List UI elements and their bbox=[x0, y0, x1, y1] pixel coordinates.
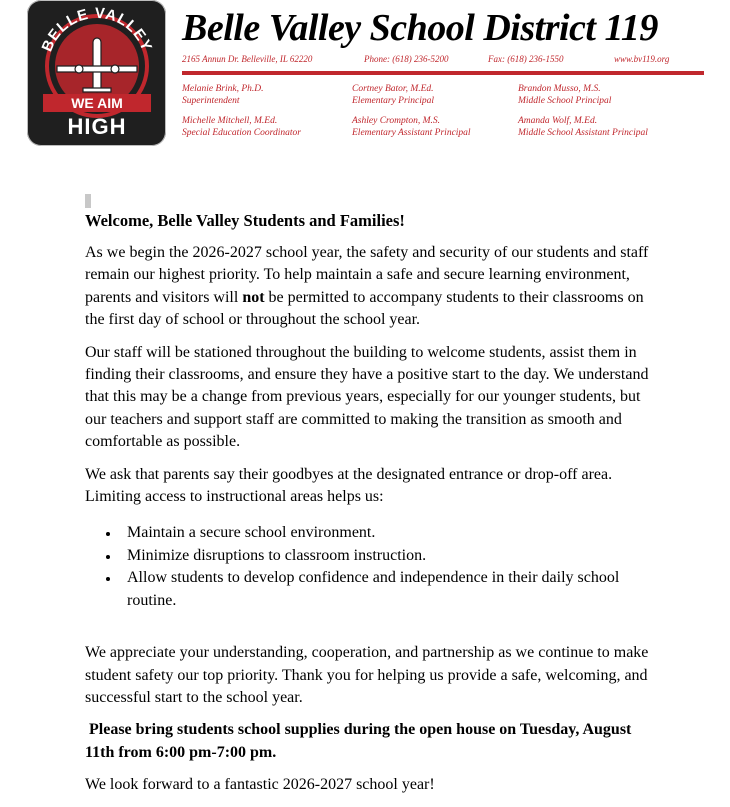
staff-entry bbox=[518, 84, 698, 107]
staff-name: Michelle Mitchell, M.Ed. bbox=[182, 116, 278, 126]
logo-bottom-text: HIGH bbox=[67, 114, 127, 139]
header-divider bbox=[182, 71, 704, 75]
letter-paragraph: Our staff will be stationed throughout the building to welcome students, assist them in finding their classrooms, and ensure they have a positive start to the day. We understand that this may be a change from previous years, especially for our younger students, but our teachers and support staff are committed to making the transition as smooth and comfortable as possible. bbox=[85, 343, 649, 451]
letter-heading: Welcome, Belle Valley Students and Families! bbox=[85, 211, 405, 230]
open-house-notice: Please bring students school supplies during the open house on Tuesday, August 11th from 6:00 pm-7:00 pm. bbox=[85, 721, 636, 761]
paragraph-text: As we begin the 2026-2027 school year, the safety and security of our students and staff remain our highest priority. To help maintain a safe and secure learning environment, parents and visitors will bbox=[85, 244, 649, 306]
staff-name: Brandon Musso, M.S. bbox=[518, 84, 601, 94]
list-item: Minimize disruptions to classroom instruction. bbox=[127, 545, 655, 567]
staff-entry bbox=[352, 84, 532, 107]
staff-name: Ashley Crompton, M.S. bbox=[352, 116, 441, 126]
paragraph-text: be permitted to accompany students to their classrooms on the first day of school or throughout the school year. bbox=[85, 288, 644, 329]
staff-title: Special Education Coordinator bbox=[182, 127, 301, 138]
emphasis-text: not bbox=[242, 288, 265, 306]
district-address: 2165 Annun Dr. Belleville, IL 62220 bbox=[182, 54, 313, 64]
staff-title: Superintendent bbox=[182, 95, 240, 106]
logo-top-text: BELLE VALLEY bbox=[38, 4, 156, 55]
district-fax: Fax: (618) 236-1550 bbox=[488, 54, 564, 64]
staff-entry bbox=[352, 116, 532, 139]
staff-entry bbox=[518, 116, 698, 139]
closing-line: We look forward to a fantastic 2026-2027 school year! bbox=[85, 776, 435, 794]
district-website[interactable]: www.bv119.org bbox=[614, 54, 670, 64]
district-name: Belle Valley School District 119 bbox=[182, 7, 658, 49]
staff-name: Melanie Brink, Ph.D. bbox=[182, 84, 264, 94]
list-item: Allow students to develop confidence and independence in their daily school routine. bbox=[127, 567, 655, 612]
staff-title: Elementary Assistant Principal bbox=[352, 127, 471, 138]
district-phone: Phone: (618) 236-5200 bbox=[364, 54, 449, 64]
staff-title: Elementary Principal bbox=[352, 95, 435, 106]
letter-paragraph: We ask that parents say their goodbyes at the designated entrance or drop-off area. Limiting access to instructional areas helps us: bbox=[85, 465, 613, 506]
letter-body bbox=[85, 210, 655, 807]
staff-title: Middle School Principal bbox=[518, 95, 612, 106]
bullet-list bbox=[85, 522, 655, 612]
staff-name: Cortney Bator, M.Ed. bbox=[352, 84, 434, 94]
staff-entry bbox=[182, 84, 362, 107]
district-logo bbox=[27, 0, 166, 146]
letter-paragraph: We appreciate your understanding, cooperation, and partnership as we continue to make student safety our top priority. Thank you for helping us provide a safe, welcoming, and successful start to the school year. bbox=[85, 644, 649, 706]
staff-name: Amanda Wolf, M.Ed. bbox=[518, 116, 598, 126]
list-item: Maintain a secure school environment. bbox=[127, 522, 655, 544]
staff-entry bbox=[182, 116, 362, 139]
text-cursor-marker bbox=[85, 194, 91, 208]
logo-banner-text: WE AIM bbox=[71, 95, 123, 111]
letter-paragraph bbox=[85, 242, 655, 332]
contact-row bbox=[182, 54, 682, 68]
staff-title: Middle School Assistant Principal bbox=[518, 127, 648, 138]
airplane-logo-icon bbox=[27, 0, 166, 146]
